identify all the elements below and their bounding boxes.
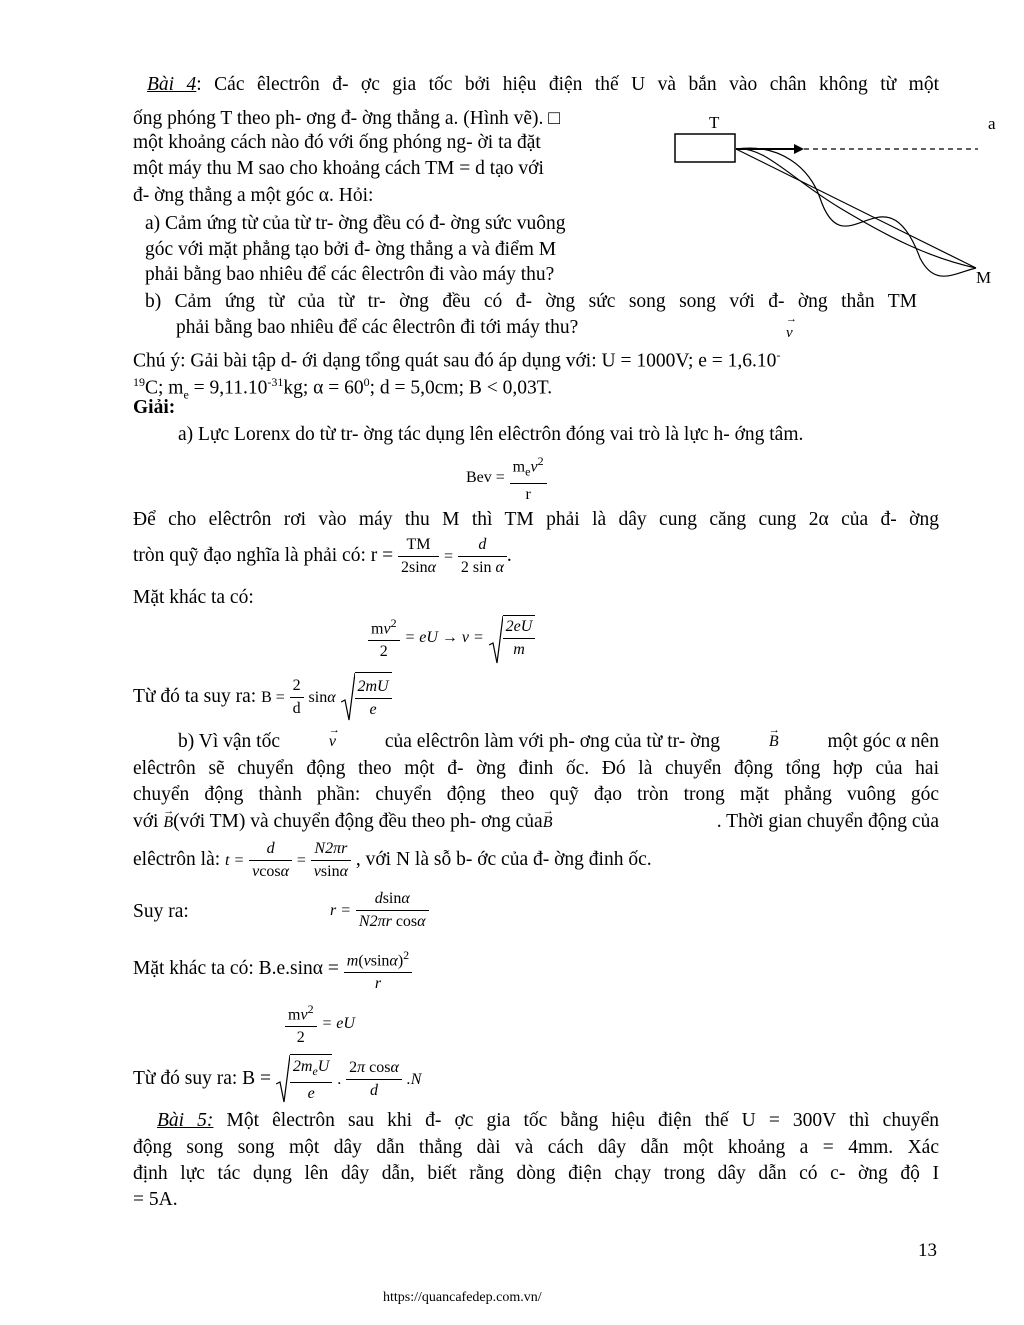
solution-p4: Từ đó ta suy ra: B = $\frac{2}{d}$ sinα $\frac{2mU}{e}$: [133, 672, 392, 723]
p5-line-1: Bài 5: Một êlectrôn sau khi đ- ợc gia tốc bằng hiệu điện thế U = 300V thì chuyển: [157, 1110, 939, 1131]
equation-r: r = $\frac{dsin\alpha}{\text{N2πr cosα}}$: [330, 888, 429, 933]
solution-p2-line-1: Để cho elêctrôn rơi vào máy thu M thì TM phải là dây cung căng cung 2α của đ- ờng: [133, 509, 939, 530]
p4-note-1: Chú ý: Gải bài tập d- ới dạng tổng quát sau đó áp dụng với: U = 1000V; e = 1,6.10-: [133, 348, 781, 372]
p4-line-1: Bài 4: Các êlectrôn đ- ợc gia tốc bởi hiệu điện thế U và bắn vào chân không từ một: [147, 74, 939, 95]
p4-line-3: một khoảng cách nào đó với ống phóng ng- ời ta đặt: [133, 132, 541, 153]
p4-line-4: một máy thu M sao cho khoảng cách TM = d tạo với: [133, 158, 544, 179]
solution-p2-line-2: tròn quỹ đạo nghĩa là phải có: r = $\frac{TM}{2\sin\alpha}$ = $\frac{d}{\text{2 sin α}}$ .: [133, 534, 512, 579]
p4-title: Bài 4: [147, 74, 197, 95]
frac-d-2sin: $\frac{d}{\text{2 sin α}}$: [458, 534, 507, 579]
label-M: M: [976, 268, 992, 287]
tube-T: [675, 134, 735, 162]
velocity-arrowhead: [794, 144, 804, 154]
solution-b-line-1: b) Vì vận tốc → v của elêctrôn làm với ph- ơng của từ tr- ờng → B một góc α nên: [178, 730, 939, 754]
p5-title: Bài 5:: [157, 1110, 214, 1131]
p4-question-b-2: phải bằng bao nhiêu để các êlectrôn đi tới máy thu?: [176, 317, 579, 338]
footer-url[interactable]: https://quancafedep.com.vn/: [383, 1290, 542, 1305]
equation-lorentz: Bev = $\frac{m_ev^2}{r}$: [466, 450, 547, 506]
solution-suyra: Suy ra:: [133, 901, 189, 922]
solution-final: Từ đó suy ra: B = $\frac{2m_eU}{e}$ . $\frac{\text{2π cosα}}{d}$ .N: [133, 1054, 421, 1105]
p4-question-a-2: góc với mặt phẳng tạo bởi đ- ờng thẳng a và điểm M: [145, 239, 557, 260]
equation-energy-2: $\frac{mv^2}{2}$ = eU: [285, 998, 355, 1049]
solution-b-line-2: elêctrôn sẽ chuyển động theo một đ- ờng đinh ốc. Đó là chuyển động tổng hợp của hai: [133, 758, 939, 779]
label-T: T: [709, 113, 720, 132]
page-number: 13: [918, 1240, 937, 1261]
p4-line-2: ống phóng T theo ph- ơng đ- ờng thẳng a. (Hình vẽ). □: [133, 108, 561, 129]
solution-b-line-4: với → B(với TM) và chuyển động đều theo ph- ơng của→ B . Thời gian chuyển động của: [133, 810, 939, 835]
p4-question-a-3: phải bằng bao nhiêu để các êlectrôn đi vào máy thu?: [145, 264, 555, 285]
p4-note-2: $^{19}$C; $m_e = 9,11.10^{-31}kg$; $\alpha = 60^0$; d = 5,0cm; B < 0,03T.: [133, 375, 553, 402]
vector-v: → v: [329, 730, 336, 754]
p4-line-5: đ- ờng thẳng a một góc α. Hỏi:: [133, 185, 374, 206]
solution-b-line-3: chuyển động thành phần: chuyển động theo quỹ đạo tròn trong mặt phẳng vuông góc: [133, 784, 939, 805]
label-v: → v: [786, 325, 793, 342]
frac-TM-2sin: $\frac{TM}{2\sin\alpha}$: [398, 534, 439, 579]
solution-matkhac: Mặt khác ta có: B.e.sinα = $\frac{m(vsin\alpha)^2}{r}$: [133, 944, 412, 995]
solution-heading: Giải:: [133, 397, 176, 418]
frac-mev2-r: $\frac{m_ev^2}{r}$: [510, 450, 547, 506]
p5-line-3: định lực tác dụng lên dây dẫn, biết rằng dòng điện chạy trong dây dẫn có c- ờng độ I: [133, 1163, 939, 1184]
label-a: a: [988, 114, 996, 133]
sqrt-final: $\frac{2m_eU}{e}$: [276, 1054, 332, 1105]
p4-question-a-1: a) Cảm ứng từ của từ tr- ờng đều có đ- ờng sức vuông: [145, 213, 566, 234]
p4-question-b-1: b) Cảm ứng từ của từ tr- ờng đều có đ- ờng sức song song với đ- ờng thẳn TM: [145, 291, 917, 312]
p5-line-2: động song song một dây dẫn thẳng dài và cách dây dẫn một khoảng a = 4mm. Xác: [133, 1137, 939, 1158]
vector-B: → B: [769, 730, 779, 754]
sqrt-2mU-e: $\frac{2mU}{e}$: [341, 672, 392, 723]
solution-b-line-5: elêctrôn là: t = $\frac{d}{vcos\alpha}$ = $\frac{N2\pi r}{vsin\alpha}$ , với N là sỗ b- ớc của đ- ờng đinh ốc.: [133, 840, 652, 881]
solution-a-intro: a) Lực Lorenx do từ tr- ờng tác dụng lên elêctrôn đóng vai trò là lực h- ớng tâm.: [178, 424, 804, 445]
solution-p3: Mặt khác ta có:: [133, 587, 254, 608]
sqrt-2eU-m: $\frac{2eU}{m}$: [489, 615, 536, 661]
p5-line-4: = 5A.: [133, 1189, 178, 1210]
trajectory-figure: [670, 108, 1010, 341]
figure-drawing: [670, 108, 1010, 308]
equation-energy: $\frac{mv^2}{2}$ = eU → v = $\frac{2eU}{m}$: [368, 612, 535, 663]
line-TM: [736, 149, 976, 268]
